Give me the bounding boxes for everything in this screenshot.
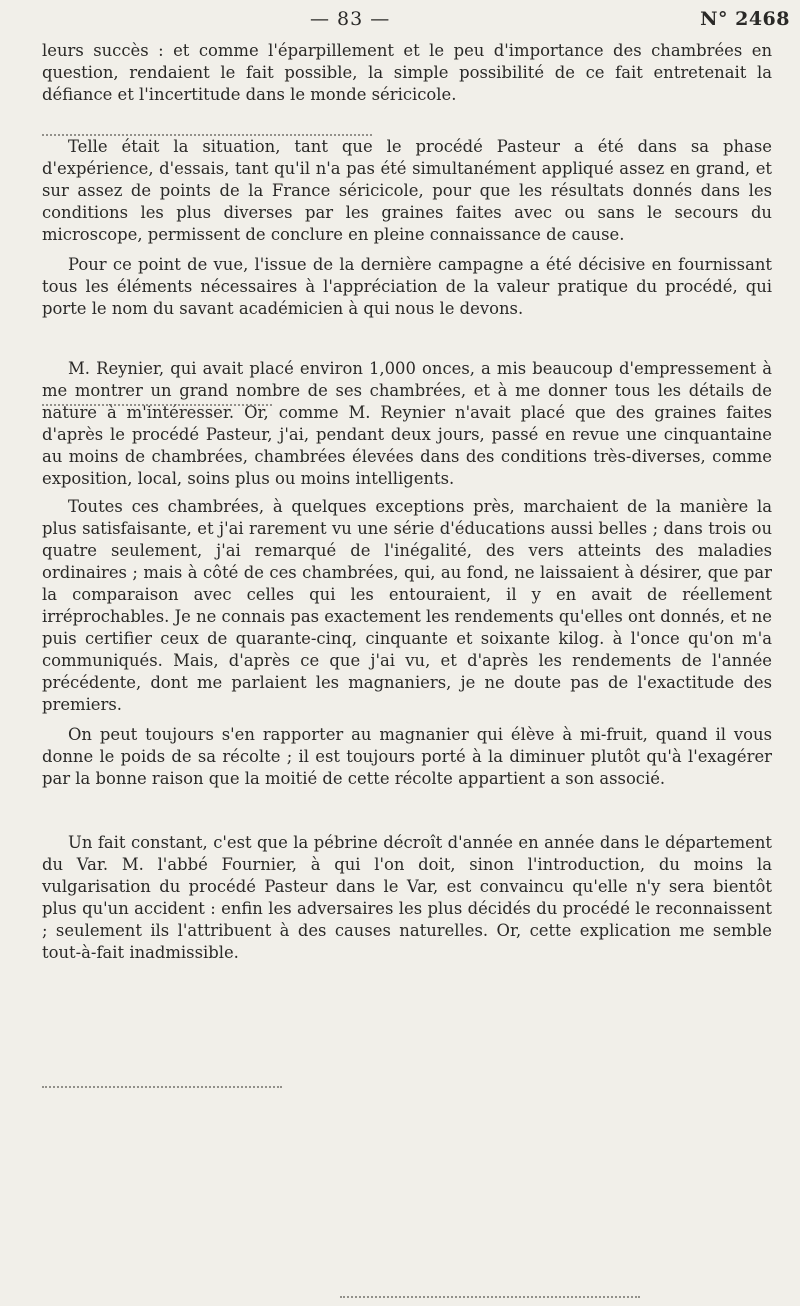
issue-number: N° 2468 bbox=[700, 8, 790, 30]
paragraph-5: Toutes ces chambrées, à quelques exceptions près, marchaient de la manière la plus satisfaisante, et j'ai rarement vu une série d'éducations aussi belles ; dans trois ou quatre seulement, j'ai remarqué de l'inégalité, des vers atteints des maladies ordinaires ; mais à côté de ces chambrées, qui, au fond, ne laissaient à désirer, que par la comparaison avec celles qui les entouraient, il y en avait de réellement irréprochables. Je ne connais pas exactement les rendements qu'elles ont donnés, et ne puis certifier ceux de quarante-cinq, cinquante et soixante kilog. à l'once qu'on m'a communiqués. Mais, d'après ce que j'ai vu, et d'après les rendements de l'année précédente, dont me parlaient les magnaniers, je ne doute pas de l'exactitude des premiers. bbox=[42, 497, 772, 714]
page-number: — 83 — bbox=[310, 8, 391, 30]
paragraph-6: On peut toujours s'en rapporter au magnanier qui élève à mi-fruit, quand il vous donne le poids de sa récolte ; il est toujours porté à la diminuer plutôt qu'à l'exagérer par la bonne raison que la moitié de cette récolte appartient a son associé. bbox=[42, 725, 772, 788]
dotted-separator bbox=[42, 128, 372, 136]
paragraph-3: Pour ce point de vue, l'issue de la dernière campagne a été décisive en fournissant tous les éléments nécessaires à l'appréciation de la valeur pratique du procédé, qui porte le nom du savant académicien à qui nous le devons. bbox=[42, 255, 772, 318]
article-body bbox=[42, 40, 772, 964]
page-header bbox=[250, 8, 790, 38]
paragraph-7: Un fait constant, c'est que la pébrine décroît d'année en année dans le département du Var. M. l'abbé Fournier, à qui l'on doit, sinon l'introduction, du moins la vulgarisation du procédé Pasteur dans le Var, est convaincu qu'elle n'y sera bientôt plus qu'un accident : enfin les adversaires les plus décidés du procédé le reconnaissent ; seulement ils l'attribuent à des causes naturelles. Or, cette explication me semble tout-à-fait inadmissible. bbox=[42, 833, 772, 962]
dotted-separator bbox=[42, 398, 272, 406]
paragraph-4: M. Reynier, qui avait placé environ 1,000 onces, a mis beaucoup d'empressement à me montrer un grand nombre de ses chambrées, et à me donner tous les détails de nature à m'intéresser. Or, comme M. Reynier n'avait placé que des graines faites d'après le procédé Pasteur, j'ai, pendant deux jours, passé en revue une cinquantaine au moins de chambrées, chambrées élevées dans des conditions très-diverses, comme exposition, local, soins plus ou moins intelligents. bbox=[42, 359, 772, 488]
paragraph-2: Telle était la situation, tant que le procédé Pasteur a été dans sa phase d'expérience, d'essais, tant qu'il n'a pas été simultanément appliqué assez en grand, et sur assez de points de la France séricicole, pour que les résultats donnés dans les conditions les plus diverses par les graines faites avec ou sans le secours du microscope, permissent de conclure en pleine connaissance de cause. bbox=[42, 137, 772, 244]
dotted-separator bbox=[42, 1080, 282, 1088]
paragraph-1: leurs succès : et comme l'éparpillement et le peu d'importance des chambrées en question, rendaient le fait possible, la simple possibilité de ce fait entretenait la défiance et l'incertitude dans le monde séricicole. bbox=[42, 41, 772, 104]
dotted-separator bbox=[340, 1290, 640, 1298]
